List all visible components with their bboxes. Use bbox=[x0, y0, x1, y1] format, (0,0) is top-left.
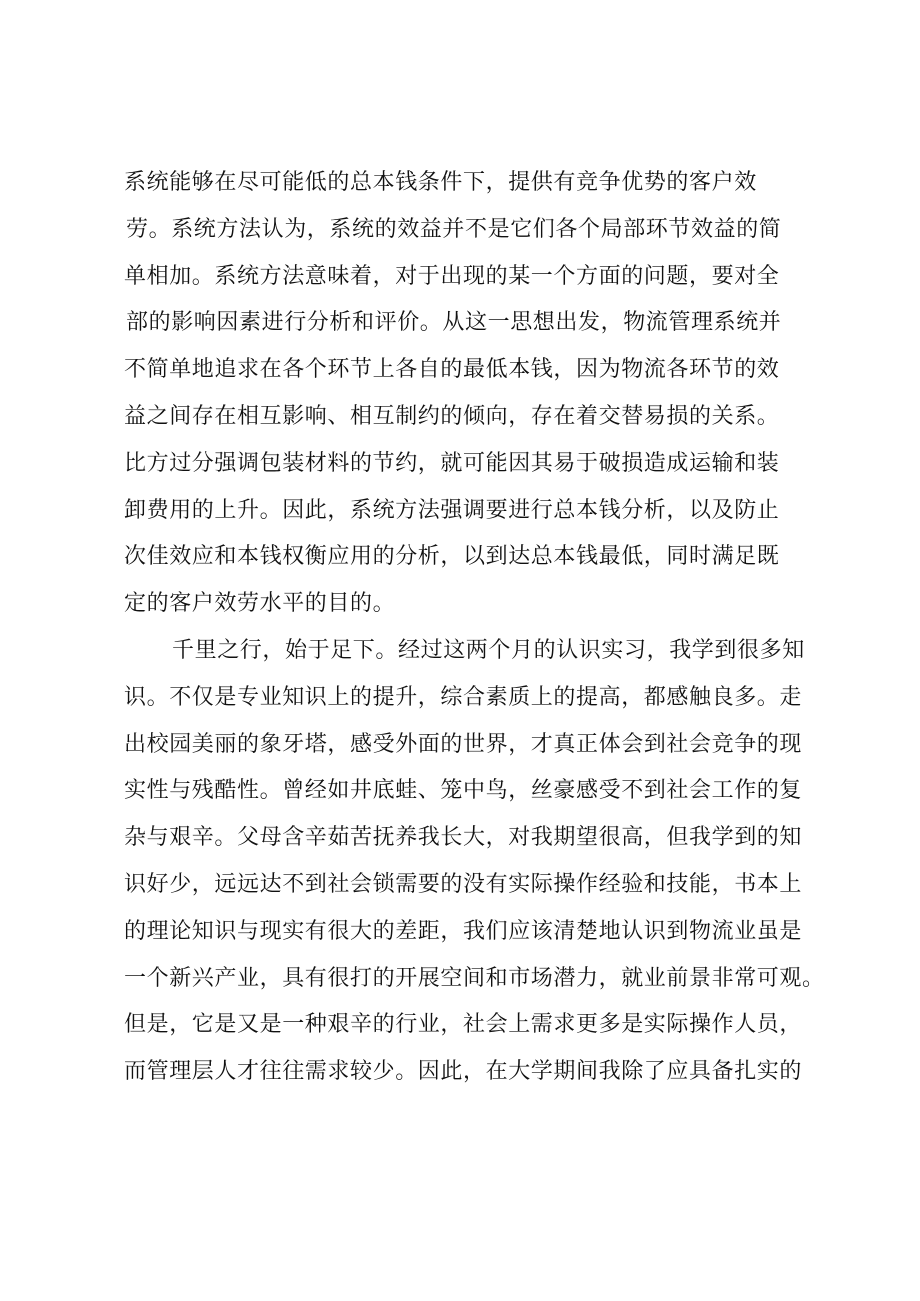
text-line: 而管理层人才往往需求较少。因此，在大学期间我除了应具备扎实的 bbox=[124, 1059, 803, 1085]
text-line: 次佳效应和本钱权衡应用的分析，以到达总本钱最低，同时满足既 bbox=[124, 544, 780, 570]
text-line: 劳。系统方法认为，系统的效益并不是它们各个局部环节效益的简 bbox=[126, 216, 782, 242]
text-line: 出校园美丽的象牙塔，感受外面的世界，才真正体会到社会竞争的现 bbox=[124, 731, 803, 757]
text-line: 一个新兴产业，具有很打的开展空间和市场潜力，就业前景非常可观。 bbox=[124, 965, 825, 991]
text-line: 识好少，远远达不到社会锁需要的没有实际操作经验和技能，书本上 bbox=[124, 871, 803, 897]
text-line: 系统能够在尽可能低的总本钱条件下，提供有竞争优势的客户效 bbox=[124, 170, 757, 195]
text-line: 杂与艰辛。父母含辛茹苦抚养我长大，对我期望很高，但我学到的知 bbox=[124, 825, 803, 851]
text-line: 益之间存在相互影响、相互制约的倾向，存在着交替易损的关系。 bbox=[124, 403, 780, 429]
paragraph-2 bbox=[124, 628, 824, 1096]
paragraph-1 bbox=[124, 160, 824, 628]
text-line: 识。不仅是专业知识上的提升，综合素质上的提高，都感触良多。走 bbox=[124, 684, 803, 710]
text-line: 比方过分强调包装材料的节约，就可能因其易于破损造成运输和装 bbox=[124, 450, 780, 476]
text-line: 实性与残酷性。曾经如井底蛙、笼中鸟，丝豪感受不到社会工作的复 bbox=[124, 778, 803, 804]
text-line: 的理论知识与现实有很大的差距，我们应该清楚地认识到物流业虽是 bbox=[124, 918, 803, 944]
text-line: 卸费用的上升。因此，系统方法强调要进行总本钱分析，以及防止 bbox=[124, 497, 780, 523]
text-line: 不简单地追求在各个环节上各自的最低本钱，因为物流各环节的效 bbox=[124, 357, 780, 383]
text-line: 单相加。系统方法意味着，对于出现的某一个方面的问题，要对全 bbox=[124, 263, 780, 289]
text-line: 部的影响因素进行分析和评价。从这一思想出发，物流管理系统并 bbox=[126, 310, 782, 336]
text-line: 定的客户效劳水平的目的。 bbox=[124, 591, 396, 617]
body-text bbox=[124, 160, 824, 1096]
text-line: 但是，它是又是一种艰辛的行业，社会上需求更多是实际操作人员， bbox=[124, 1012, 803, 1038]
text-line: 千里之行，始于足下。经过这两个月的认识实习，我学到很多知 bbox=[172, 637, 805, 663]
